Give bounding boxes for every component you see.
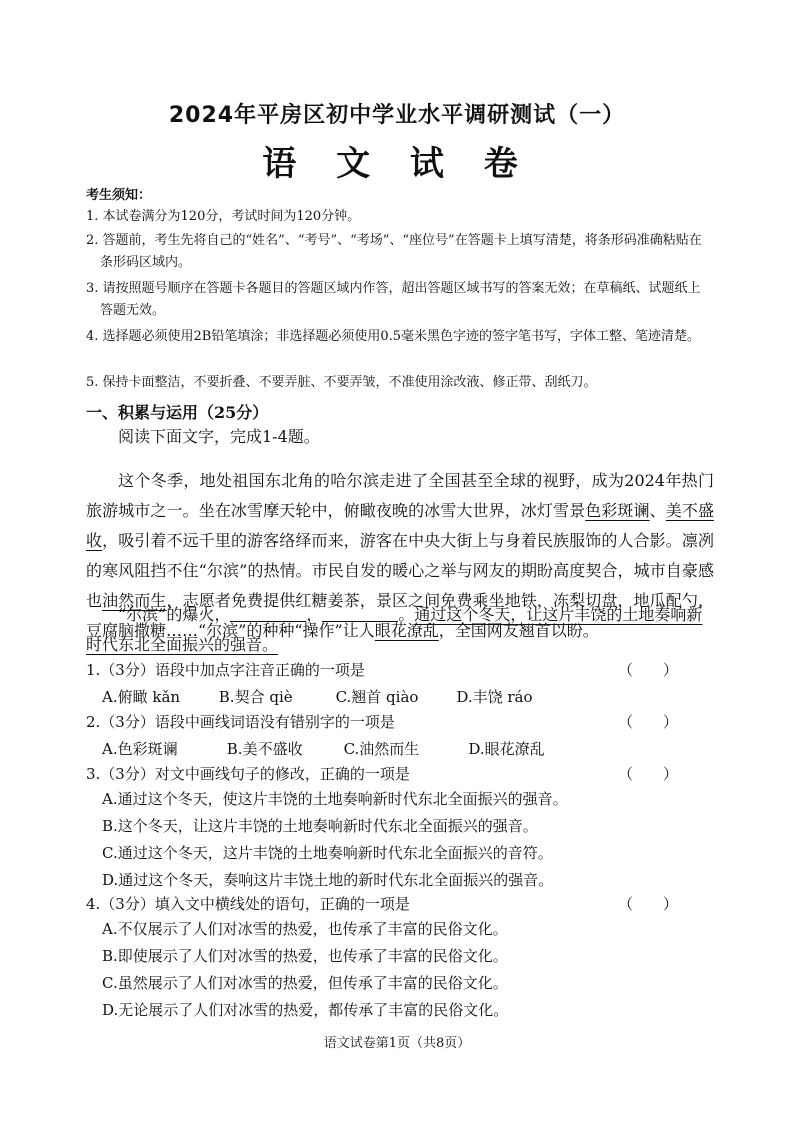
notice-item-2: 2. 答题前，考生先将自己的“姓名”、“考号”、“考场”、“座位号”在答题卡上填写清楚，将条形码准确粘贴在条形码区域内。 [86, 233, 702, 270]
exam-title: 2024年平房区初中学业水平调研测试（一） [168, 103, 626, 128]
option-a: A.通过这个冬天，使这片丰饶的土地奏响新时代东北全面振兴的强音。 [102, 790, 568, 808]
answer-paren: （ ） [617, 661, 678, 679]
underlined-word-4: 眼花潦乱 [374, 621, 439, 640]
notice-item-3: 3. 请按照题号顺序在答题卡各题目的答题区域内作答，超出答题区域书写的答案无效；在草稿纸、试题纸上答题无效。 [86, 281, 701, 318]
option-a: A.俯瞰 kǎn [102, 688, 181, 706]
notice-item-1: 1. 本试卷满分为120分，考试时间为120分钟。 [86, 209, 361, 224]
option-d: D.丰饶 ráo [456, 688, 533, 706]
option-b: B.即使展示了人们对冰雪的热爱，也传承了丰富的民俗文化。 [102, 947, 508, 965]
question-stem: 2.（3分）语段中画线词语没有错别字的一项是 [86, 713, 395, 731]
passage-text: ， [306, 605, 323, 624]
section-intro: 阅读下面文字，完成1-4题。 [118, 427, 320, 446]
question-stem: 1.（3分）语段中加点字注音正确的一项是 [86, 661, 365, 679]
underlined-word-3: 油然而生 [102, 591, 167, 610]
underlined-word-2: 美不盛收 [86, 501, 714, 550]
option-a: A.不仅展示了人们对冰雪的热爱，也传承了丰富的民俗文化。 [102, 920, 508, 938]
answer-paren: （ ） [617, 713, 678, 731]
option-c: C.虽然展示了人们对冰雪的热爱，但传承了丰富的民俗文化。 [102, 974, 508, 992]
option-b: B.美不盛收 [226, 740, 303, 758]
fill-blank-2 [322, 605, 398, 622]
passage-text: 、 [649, 501, 666, 520]
notice-item-4: 4. 选择题必须使用2B铅笔填涂；非选择题必须使用0.5毫米黑色字迹的签字笔书写，字体工整、笔迹清楚。 [86, 329, 701, 344]
option-b: B.这个冬天，让这片丰饶的土地奏响新时代东北全面振兴的强音。 [102, 817, 538, 835]
passage-paragraph-2 [86, 600, 714, 660]
answer-paren: （ ） [617, 765, 678, 783]
section-heading: 一、积累与运用（25分） [86, 403, 269, 422]
passage-text: ，吸引着不远千里的游客络绎而来，游客在中央大街上与身着民族服饰的人合影。凛冽的寒风阻挡不住“尔滨”的热情。市民自发的暖心之举与网友的期盼高度契合，城市自豪感也 [86, 531, 714, 610]
exam-subtitle: 语 文 试 卷 [262, 144, 532, 184]
passage-text: ，全国网友翘首以盼。 [438, 621, 599, 640]
passage-text: 。 [398, 605, 415, 624]
question-4 [86, 892, 714, 1024]
answer-paren: （ ） [617, 895, 678, 913]
notice-item-5: 5. 保持卡面整洁，不要折叠、不要弄脏、不要弄皱，不准使用涂改液、修正带、刮纸刀。 [86, 375, 597, 390]
passage-text: ，志愿者免费提供红糖姜茶，景区之间免费乘坐地铁，冻梨切盘，地瓜配勺，豆腐脑撒糖……“尔滨”的种种“操作”让人 [86, 591, 714, 640]
option-c: C.通过这个冬天，这片丰饶的土地奏响新时代东北全面振兴的音符。 [102, 844, 553, 862]
question-stem: 3.（3分）对文中画线句子的修改，正确的一项是 [86, 765, 410, 783]
question-3 [86, 762, 714, 894]
option-d: D.无论展示了人们对冰雪的热爱，都传承了丰富的民俗文化。 [102, 1001, 509, 1019]
option-d: D.眼花潦乱 [468, 740, 545, 758]
option-b: B.契合 qiè [218, 688, 293, 706]
passage-text: 这个冬季，地处祖国东北角的哈尔滨走进了全国甚至全球的视野，成为2024年热门旅游城市之一。坐在冰雪摩天轮中，俯瞰夜晚的冰雪大世界，冰灯雪景 [86, 471, 714, 520]
option-c: C.油然而生 [343, 740, 420, 758]
question-1 [86, 658, 714, 710]
fill-blank-1 [230, 605, 306, 622]
passage-text: “尔滨”的爆火， [118, 605, 231, 624]
option-d: D.通过这个冬天，奏响这片丰饶土地的新时代东北全面振兴的强音。 [102, 871, 554, 889]
page-footer: 语文试卷第1页（共8页） [323, 1036, 471, 1051]
notice-heading: 考生须知： [86, 188, 152, 203]
question-stem: 4.（3分）填入文中横线处的语句，正确的一项是 [86, 895, 410, 913]
option-a: A.色彩斑谰 [102, 740, 178, 758]
underlined-word-1: 色彩斑谰 [585, 501, 650, 520]
underlined-sentence: 通过这个冬天，让这片丰饶的土地奏响新时代东北全面振兴的强音。 [86, 605, 703, 654]
option-c: C.翘首 qiào [335, 688, 419, 706]
question-2 [86, 710, 714, 762]
